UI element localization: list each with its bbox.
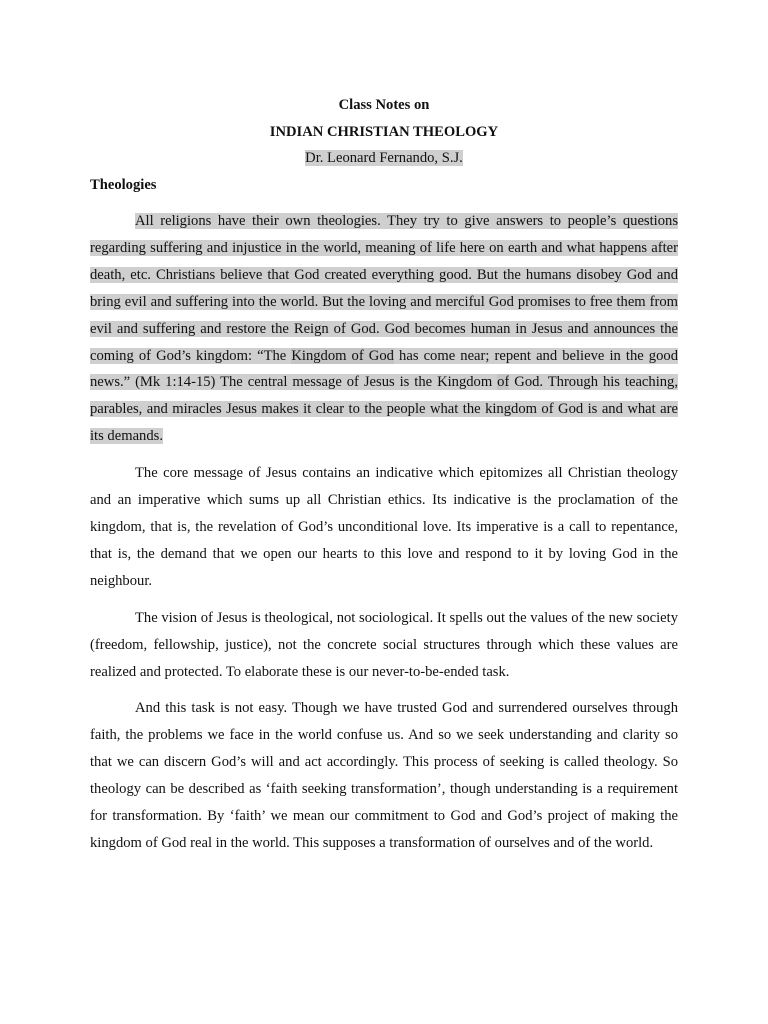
- author-name: Dr. Leonard Fernando, S.J.: [305, 150, 463, 166]
- paragraph-4: And this task is not easy. Though we have trusted God and surrendered ourselves through faith, the problems we face in the world confuse us. And so we seek understanding and clarity so that we can discern God’s will and act accordingly. This process of seeking is called theology. So theology can be described as ‘faith seeking transformation’, though understanding is a requirement for transformation. By ‘faith’ we mean our commitment to God and God’s project of making the kingdom of God real in the world. This supposes a transformation of ourselves and of the world.: [90, 700, 678, 851]
- spacer: [90, 595, 678, 605]
- paragraph-1-text-b: Kingdom of God: [291, 347, 394, 364]
- paragraph-1-text-c: has come near; repent and believe in the good news.” (Mk 1:14-15) The central message of Jesus is the Kingdom: [90, 347, 678, 391]
- paragraph-1-text-d: of: [497, 374, 510, 391]
- notes-label: Class Notes on: [338, 97, 430, 113]
- paragraph-1-text-a: All religions have their own theologies. They try to give answers to people’s questions regarding suffering and injustice in the world, meaning of life here on earth and what happens after death, etc. Christians believe that God created everything good. But the humans disobey God and bring evil and suffering into the world. But the loving and merciful God promises to free them from evil and suffering and restore the Reign of God. God becomes human in Jesus and announces the coming of God’s kingdom: “The: [90, 213, 678, 364]
- paragraph-1-text-e: God. Through his teaching, parables, and miracles Jesus makes it clear to the people what the kingdom of God is and what are its demands.: [90, 374, 679, 445]
- paragraph-2: The core message of Jesus contains an indicative which epitomizes all Christian theology and an imperative which sums up all Christian ethics. Its indicative is the proclamation of the kingdom, that is, the revelation of God’s unconditional love. Its imperative is a call to repentance, that is, the demand that we open our hearts to this love and respond to it by loving God in the neighbour.: [90, 465, 678, 589]
- author-line: [90, 145, 678, 172]
- section-heading: Theologies: [90, 176, 157, 193]
- spacer: [90, 685, 678, 695]
- spacer: [90, 198, 678, 208]
- paragraph-3: The vision of Jesus is theological, not sociological. It spells out the values of the new society (freedom, fellowship, justice), not the concrete social structures through which these values are realized and protected. To elaborate these is our never-to-be-ended task.: [90, 609, 678, 680]
- document-page: [90, 92, 678, 857]
- document-title: INDIAN CHRISTIAN THEOLOGY: [269, 123, 499, 140]
- paragraph-1: [90, 208, 678, 450]
- spacer: [90, 450, 678, 460]
